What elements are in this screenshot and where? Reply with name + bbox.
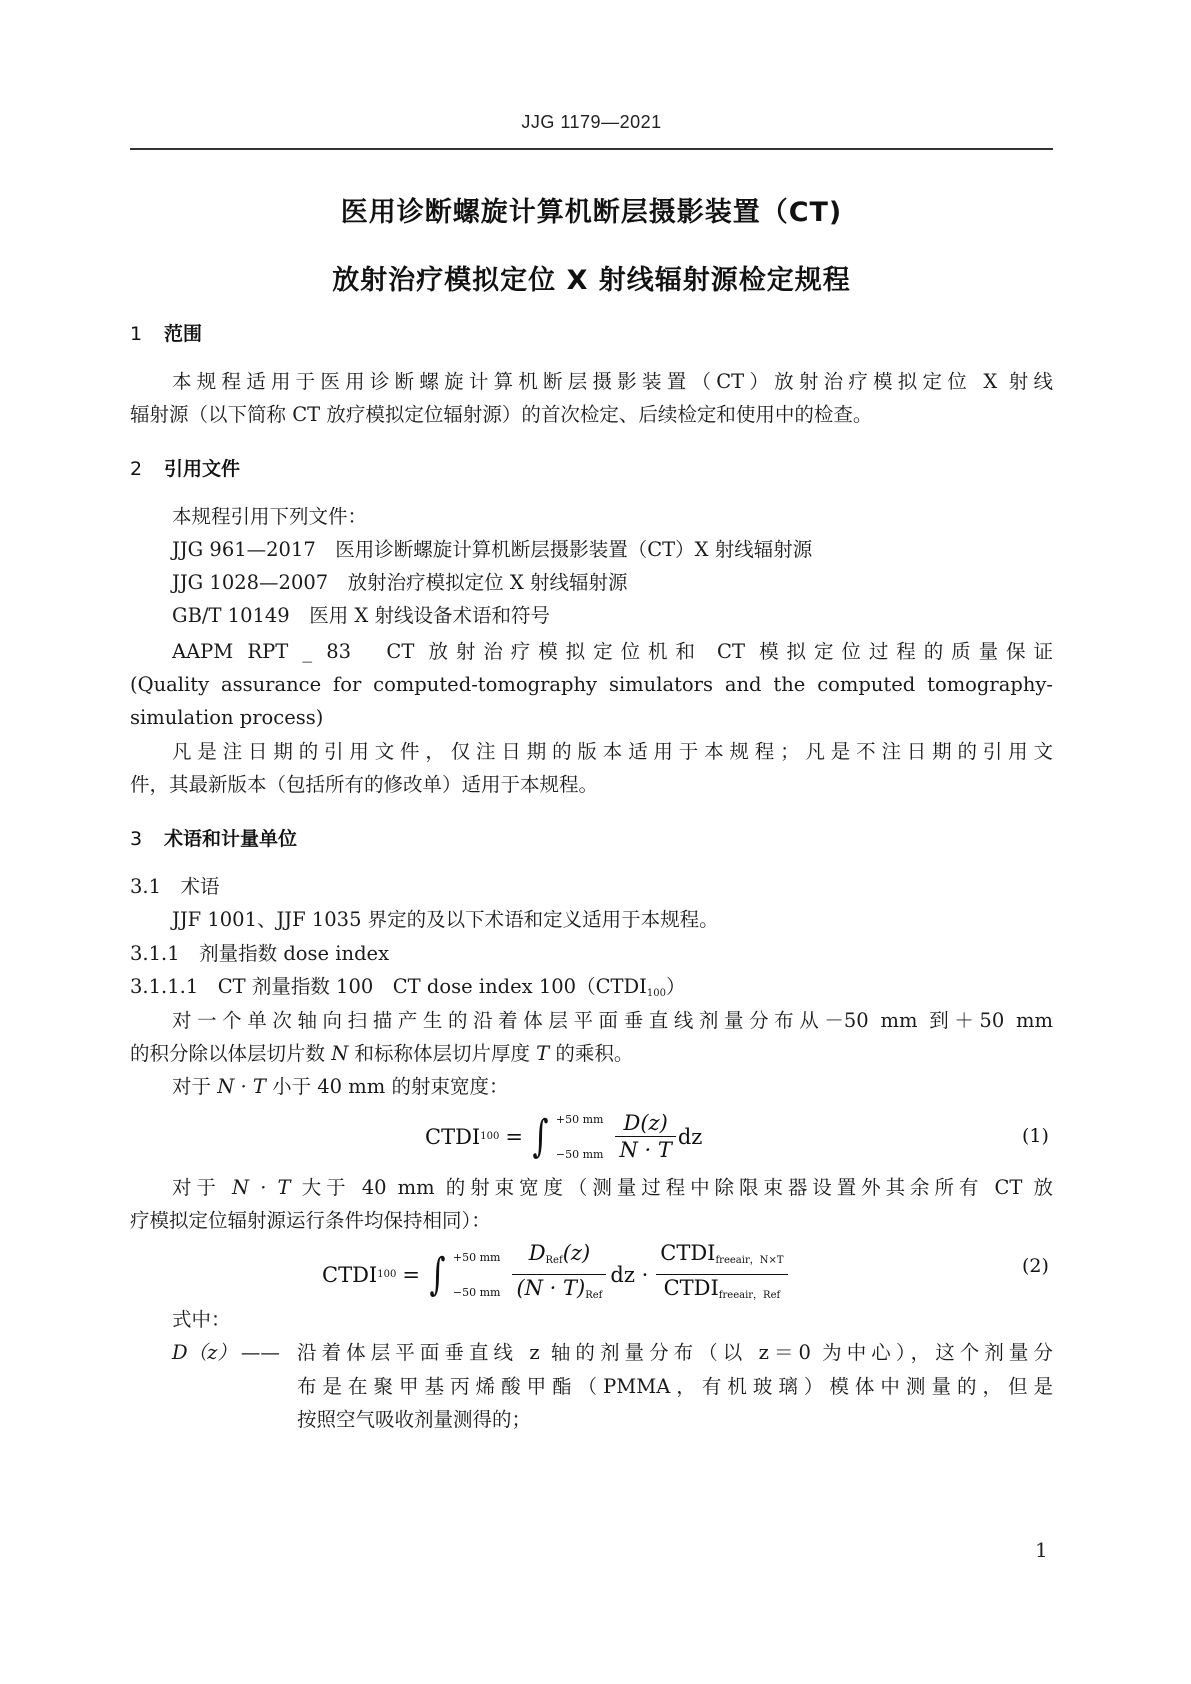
lower-limit: −50 mm	[555, 1147, 604, 1161]
reference-item: JJG 961—2017 医用诊断螺旋计算机断层摄影装置（CT）X 射线辐射源	[172, 538, 813, 561]
ratio-fraction	[656, 1240, 787, 1309]
upper-limit: +50 mm	[555, 1112, 604, 1126]
text: 大于 40 mm 的射束宽度（测量过程中除限束器设置外其余所有 CT 放	[290, 1176, 1054, 1199]
symbol: CTDI	[660, 1241, 716, 1265]
references-note-line-2: 件，其最新版本（包括所有的修改单）适用于本规程。	[130, 773, 599, 796]
symbol: (N · T)	[516, 1276, 586, 1301]
fraction	[512, 1240, 606, 1309]
definition-line-1: 对一个单次轴向扫描产生的沿着体层平面垂直线剂量分布从－50 mm 到＋50 mm	[172, 1009, 1053, 1032]
scope-paragraph-line-1: 本规程适用于医用诊断螺旋计算机断层摄影装置（CT）放射治疗模拟定位 X 射线	[172, 370, 1053, 393]
section-title: 术语和计量单位	[164, 828, 298, 850]
reference-item: GB/T 10149 医用 X 射线设备术语和符号	[172, 604, 550, 627]
symbol: CTDI	[663, 1276, 719, 1301]
case-narrow-beam	[172, 1073, 508, 1101]
denominator: N · T	[619, 1138, 672, 1163]
document-title-line-1: 医用诊断螺旋计算机断层摄影装置（CT)	[340, 197, 843, 228]
variable-definition-line-2: 布是在聚甲基丙烯酸甲酯（PMMA，有机玻璃）模体中测量的，但是	[297, 1375, 1053, 1398]
section-3-heading	[130, 824, 297, 851]
subscript: freeair，N×T	[715, 1255, 784, 1266]
scope-paragraph-line-2: 辐射源（以下简称 CT 放疗模拟定位辐射源）的首次检定、后续检定和使用中的检查。	[130, 403, 873, 426]
section-title: 引用文件	[164, 458, 241, 480]
variable-NT: N · T	[232, 1176, 291, 1199]
eq-lhs-subscript: 100	[480, 1131, 500, 1143]
definition-line-2	[130, 1040, 633, 1068]
variable-D: D（z）	[172, 1341, 237, 1364]
numerator	[525, 1240, 594, 1274]
variable-T: T	[536, 1042, 550, 1065]
section-number: 2	[130, 458, 143, 480]
variable-definition-line-3: 按照空气吸收剂量测得的；	[297, 1408, 532, 1431]
eq-lhs-subscript: 100	[377, 1269, 397, 1281]
variable-definition-term	[172, 1339, 280, 1367]
term-label: 3.1.1.1 CT 剂量指数 100 CT dose index 100（CTDI	[130, 975, 647, 998]
term-subscript: 100	[646, 988, 666, 999]
symbol: D	[528, 1241, 546, 1265]
section-2-heading	[130, 454, 240, 481]
page-number: 1	[1035, 1538, 1048, 1562]
where-label: 式中：	[172, 1308, 231, 1331]
term-close: ）	[665, 975, 686, 998]
variable-N: N	[331, 1042, 349, 1065]
upper-limit: +50 mm	[452, 1250, 501, 1264]
subscript: freeair，Ref	[718, 1290, 781, 1302]
terms-intro: JJF 1001、JJF 1035 界定的及以下术语和定义适用于本规程。	[172, 908, 719, 931]
eq-equals: =	[402, 1262, 420, 1287]
section-number: 1	[130, 323, 143, 345]
variable-NT: N · T	[217, 1075, 266, 1098]
numerator: D(z)	[623, 1111, 668, 1135]
dash: ——	[240, 1341, 280, 1364]
symbol: (z)	[562, 1241, 591, 1265]
document-title-line-2: 放射治疗模拟定位 X 射线辐射源检定规程	[332, 265, 851, 296]
integral-sign: ∫	[532, 1110, 549, 1162]
subsection-3-1-1-1-heading	[130, 973, 685, 1008]
eq-equals: =	[505, 1124, 523, 1149]
reference-item: AAPM RPT _ 83 CT 放射治疗模拟定位机和 CT 模拟定位过程的质量保证	[172, 640, 1053, 663]
references-intro: 本规程引用下列文件：	[172, 505, 368, 528]
section-1-heading	[130, 319, 202, 346]
integral-sign: ∫	[429, 1248, 446, 1300]
references-note-line-1: 凡是注日期的引用文件，仅注日期的版本适用于本规程；凡是不注日期的引用文	[172, 740, 1053, 763]
document-code-header: JJG 1179—2021	[521, 112, 662, 132]
text: 小于 40 mm 的射束宽度：	[265, 1075, 509, 1098]
denominator	[512, 1275, 606, 1309]
subsection-3-1-1-heading: 3.1.1 剂量指数 dose index	[130, 942, 390, 965]
equation-number: (1)	[1022, 1125, 1049, 1147]
variable-definition-line-1: 沿着体层平面垂直线 z 轴的剂量分布（以 z＝0 为中心），这个剂量分	[297, 1341, 1053, 1364]
equation-number: (2)	[1022, 1255, 1049, 1277]
differential: dz ·	[610, 1262, 649, 1287]
subscript: Ref	[545, 1255, 563, 1266]
denominator	[660, 1275, 785, 1309]
section-title: 范围	[164, 323, 203, 345]
equation-2	[322, 1240, 790, 1309]
case-wide-beam	[172, 1174, 1053, 1202]
lower-limit: −50 mm	[452, 1285, 501, 1299]
integral-limits	[453, 1251, 501, 1299]
subscript: Ref	[585, 1290, 603, 1302]
section-number: 3	[130, 828, 143, 850]
header-divider	[130, 148, 1053, 150]
text: 对于	[172, 1176, 233, 1199]
integral-limits	[556, 1113, 604, 1161]
case-wide-beam-line-2: 疗模拟定位辐射源运行条件均保持相同）：	[130, 1209, 491, 1232]
eq-lhs: CTDI	[322, 1262, 378, 1287]
differential: dz	[677, 1124, 703, 1149]
numerator	[656, 1240, 787, 1274]
eq-lhs: CTDI	[425, 1124, 481, 1149]
text: 的积分除以体层切片数	[130, 1042, 332, 1065]
text: 和标称体层切片厚度	[348, 1042, 537, 1065]
text: 对于	[172, 1075, 218, 1098]
reference-item-continuation: simulation process)	[130, 706, 324, 729]
equation-1	[425, 1110, 702, 1163]
fraction	[615, 1110, 675, 1163]
subsection-3-1-heading: 3.1 术语	[130, 875, 220, 898]
reference-item: JJG 1028—2007 放射治疗模拟定位 X 射线辐射源	[172, 571, 628, 594]
text: 的乘积。	[549, 1042, 634, 1065]
reference-item-continuation: (Quality assurance for computed-tomography simulators and the computed tomography-	[130, 673, 1053, 696]
